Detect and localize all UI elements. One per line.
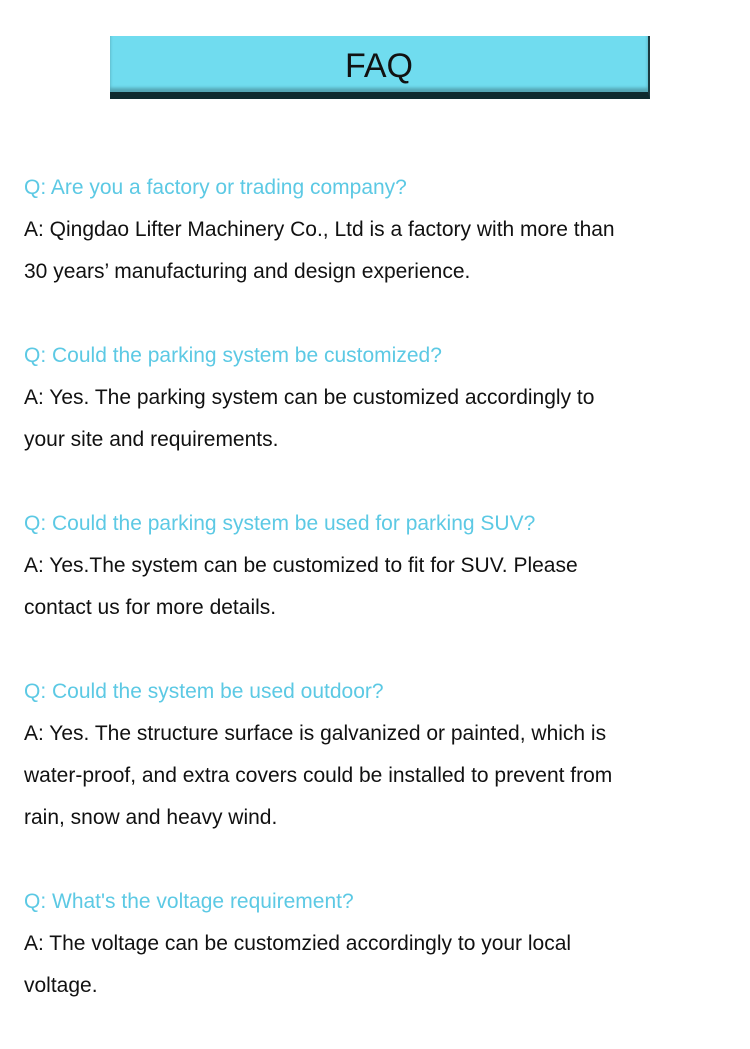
faq-answer-line: A: Yes. The parking system can be customized accordingly to (24, 386, 595, 409)
faq-item (24, 881, 734, 1007)
faq-item (24, 167, 734, 293)
page-title: FAQ (344, 47, 414, 85)
faq-answer-line: rain, snow and heavy wind. (24, 806, 278, 829)
faq-answer-line: voltage. (24, 974, 98, 997)
faq-answer-line: A: The voltage can be customzied accordingly to your local (24, 932, 572, 955)
faq-question: Q: Could the parking system be used for parking SUV? (24, 512, 536, 535)
faq-answer-line: contact us for more details. (24, 596, 277, 619)
faq-question: Q: What's the voltage requirement? (24, 890, 354, 913)
faq-item (24, 671, 734, 839)
faq-item (24, 335, 734, 461)
faq-answer-line: 30 years’ manufacturing and design experience. (24, 260, 471, 283)
faq-answer-line: water-proof, and extra covers could be installed to prevent from (24, 764, 613, 787)
faq-answer-line: A: Qingdao Lifter Machinery Co., Ltd is a factory with more than (24, 218, 615, 241)
faq-answer-line: A: Yes.The system can be customized to fit for SUV. Please (24, 554, 578, 577)
faq-question: Q: Could the parking system be customized? (24, 344, 442, 367)
faq-item (24, 503, 734, 629)
faq-answer-line: A: Yes. The structure surface is galvanized or painted, which is (24, 722, 607, 745)
faq-question: Q: Are you a factory or trading company? (24, 176, 407, 199)
faq-question: Q: Could the system be used outdoor? (24, 680, 384, 703)
faq-list (24, 167, 734, 1049)
faq-title-banner (110, 36, 650, 99)
faq-answer-line: your site and requirements. (24, 428, 279, 451)
